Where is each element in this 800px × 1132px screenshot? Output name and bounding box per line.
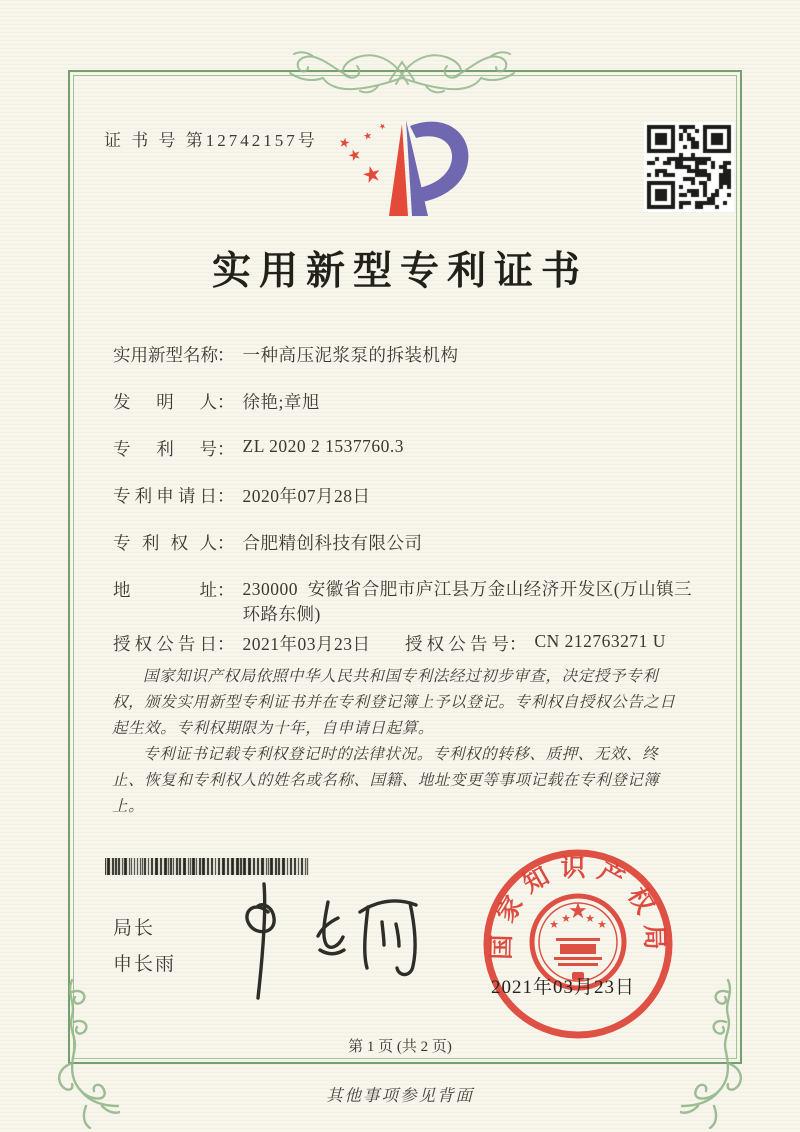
svg-text:★: ★ [585,913,595,925]
top-flourish-ornament-icon [278,44,526,98]
field-row-address: 地址： 230000 安徽省合肥市庐江县万金山经济开发区(万山镇三环路东侧) [113,577,705,627]
field-row-inventor: 发明人： 徐艳;章旭 [113,389,320,414]
svg-text:★: ★ [561,913,571,925]
field-value: 一种高压泥浆泵的拆装机构 [242,345,459,365]
field-label: 授权公告号 [405,634,509,654]
field-value: 2021年03月23日 [242,634,371,654]
field-value: 2020年07月28日 [242,486,371,506]
field-value: 徐艳;章旭 [242,392,320,412]
svg-text:★: ★ [337,134,352,151]
page-number: 第 1 页 (共 2 页) [348,1039,452,1055]
field-row-filing-date: 专利申请日： 2020年07月28日 [113,483,371,508]
legal-paragraph: 国家知识产权局依照中华人民共和国专利法经过初步审查，决定授予专利权，颁发实用新型专利证书并在专利登记簿上予以登记。专利权自授权公告之日起生效。专利权期限为十年，自申请日起算。 [112,668,676,737]
field-label: 专利号 [113,439,217,459]
field-grant-number: 授权公告号： CN 212763271 U [405,631,666,654]
seal-text: 国家知识产权局 [488,854,668,960]
svg-text:★: ★ [549,919,559,931]
field-value: ZL 2020 2 1537760.3 [242,436,404,456]
svg-text:★: ★ [345,146,365,166]
legal-text-block [112,664,690,820]
signer-name: 申长雨 [113,954,177,975]
back-note: 其他事项参见背面 [326,1086,474,1105]
field-row-grant: 授权公告日： 2021年03月23日 授权公告号： CN 212763271 U [113,631,666,654]
field-row-invention-name: 实用新型名称： 一种高压泥浆泵的拆装机构 [113,342,459,367]
svg-text:★: ★ [359,159,385,189]
field-value: CN 212763271 U [534,631,666,651]
certificate-title: 实用新型专利证书 [211,250,588,293]
field-label: 专利申请日 [113,486,217,506]
certificate-number: 证 书 号 第12742157号 [104,131,318,150]
field-value: 合肥精创科技有限公司 [242,533,423,553]
field-value: 230000 安徽省合肥市庐江县万金山经济开发区(万山镇三环路东侧) [242,579,693,624]
svg-text:★: ★ [376,120,388,133]
field-label: 专利权人 [113,533,217,553]
signer-title: 局长 [113,918,156,939]
seal-date: 2021年03月23日 [491,977,636,998]
qr-code [644,122,734,212]
field-label: 授权公告日 [113,634,217,654]
svg-text:★: ★ [597,919,607,931]
signature-shen-changyu [222,878,432,1008]
field-label: 发明人 [113,392,217,412]
field-label: 地址 [113,580,217,600]
svg-text:★: ★ [568,898,588,923]
field-label: 实用新型名称 [113,345,218,365]
barcode [105,858,311,875]
field-row-patent-number: 专利号： ZL 2020 2 1537760.3 [113,436,404,459]
field-row-patentee: 专利权人： 合肥精创科技有限公司 [113,530,423,555]
legal-paragraph: 专利证书记载专利权登记时的法律状况。专利权的转移、质押、无效、终止、恢复和专利权人的姓名或名称、国籍、地址变更等事项记载在专利登记簿上。 [112,746,660,815]
official-seal [480,846,676,1042]
cnipa-logo-icon [334,110,474,232]
svg-text:★: ★ [362,130,374,143]
